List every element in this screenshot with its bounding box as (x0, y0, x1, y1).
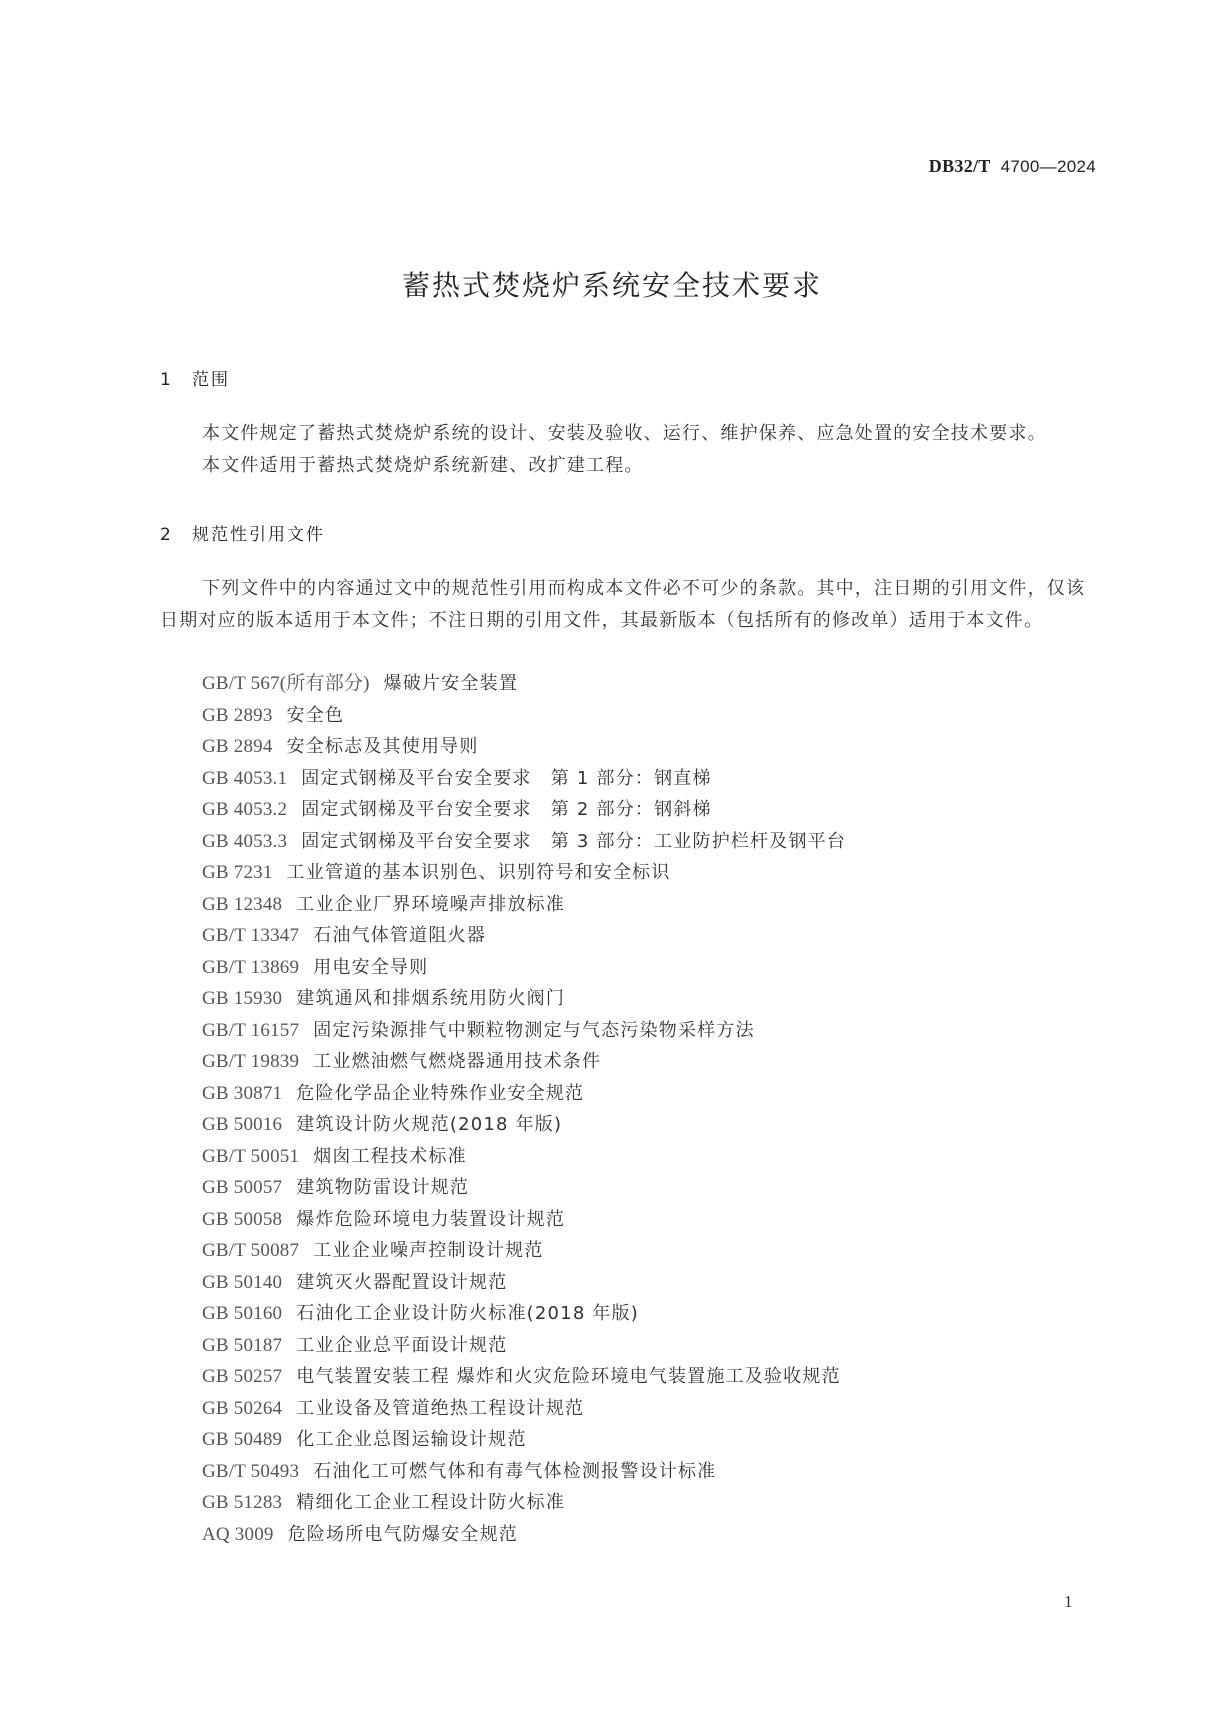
reference-code: GB/T 50493 (202, 1460, 300, 1482)
list-item (202, 889, 846, 921)
reference-code: GB 50489 (202, 1429, 283, 1450)
list-item (202, 952, 846, 984)
reference-code: GB 50058 (202, 1208, 283, 1230)
reference-code: GB 50187 (202, 1334, 283, 1356)
list-item (202, 1078, 846, 1110)
reference-code: GB 12348 (202, 893, 283, 915)
reference-title: 安全标志及其使用导则 (286, 736, 479, 757)
reference-title: 工业燃油燃气燃烧器通用技术条件 (313, 1051, 602, 1072)
reference-code: GB/T 16157 (202, 1019, 300, 1041)
reference-code: GB/T 567(所有部分) (202, 673, 370, 694)
reference-title: 用电安全导则 (313, 956, 429, 978)
section-heading-normative-references (160, 520, 325, 545)
standard-number: 4700—2024 (1000, 157, 1096, 176)
reference-title: 危险化学品企业特殊作业安全规范 (296, 1082, 585, 1104)
list-item (202, 1267, 846, 1299)
reference-title: 石油化工可燃气体和有毒气体检测报警设计标准 (313, 1460, 717, 1482)
list-item (202, 668, 846, 700)
reference-title: 烟囱工程技术标准 (313, 1145, 467, 1167)
list-item (202, 826, 846, 858)
reference-code: GB/T 50051 (202, 1145, 300, 1167)
list-item (202, 700, 846, 732)
list-item (202, 1204, 846, 1236)
paragraph: 本文件规定了蓄热式焚烧炉系统的设计、安装及验收、运行、维护保养、应急处置的安全技术要求。 (202, 423, 1047, 444)
reference-title: 建筑设计防火规范(2018 年版) (296, 1114, 563, 1135)
reference-title: 电气装置安装工程 爆炸和火灾危险环境电气装置施工及验收规范 (296, 1366, 841, 1387)
page-number: 1 (1064, 1592, 1073, 1611)
section-number: 2 (160, 525, 171, 545)
reference-list (202, 668, 846, 1550)
section-title: 范围 (192, 370, 230, 390)
reference-code: AQ 3009 (202, 1523, 274, 1545)
list-item (202, 1361, 846, 1393)
reference-code: GB 2894 (202, 736, 273, 757)
list-item (202, 1456, 846, 1488)
reference-title: 固定式钢梯及平台安全要求 第 2 部分：钢斜梯 (301, 799, 712, 820)
list-item (202, 857, 846, 889)
paragraph: 本文件适用于蓄热式焚烧炉系统新建、改扩建工程。 (202, 455, 644, 476)
reference-title: 精细化工企业工程设计防火标准 (296, 1492, 566, 1513)
list-item (202, 1109, 846, 1141)
list-item (202, 920, 846, 952)
standard-type: 32/T (954, 156, 991, 176)
reference-title: 石油化工企业设计防火标准(2018 年版) (296, 1303, 640, 1324)
reference-code: GB 2893 (202, 704, 273, 726)
list-item (202, 1046, 846, 1078)
reference-title: 建筑通风和排烟系统用防火阀门 (296, 988, 566, 1009)
reference-code: GB 50057 (202, 1177, 283, 1198)
reference-title: 石油气体管道阻火器 (313, 925, 486, 946)
reference-title: 工业企业总平面设计规范 (296, 1334, 508, 1356)
reference-code: GB 51283 (202, 1492, 283, 1513)
standard-prefix: DB (928, 156, 955, 176)
reference-code: GB 50264 (202, 1397, 283, 1419)
list-item (202, 794, 846, 826)
list-item (202, 731, 846, 763)
list-item (202, 763, 846, 795)
reference-code: GB 15930 (202, 988, 283, 1009)
paragraph: 下列文件中的内容通过文中的规范性引用而构成本文件必不可少的条款。其中，注日期的引用文件，仅该日期对应的版本适用于本文件；不注日期的引用文件，其最新版本（包括所有的修改单）适用于本文件。 (160, 578, 1086, 631)
reference-code: GB 4053.2 (202, 799, 288, 820)
reference-title: 固定污染源排气中颗粒物测定与气态污染物采样方法 (313, 1019, 755, 1041)
reference-title: 工业企业厂界环境噪声排放标准 (296, 893, 566, 915)
list-item (202, 1172, 846, 1204)
reference-code: GB/T 13347 (202, 925, 300, 946)
list-item (202, 983, 846, 1015)
reference-title: 固定式钢梯及平台安全要求 第 3 部分：工业防护栏杆及钢平台 (301, 830, 847, 852)
section-heading-scope (160, 365, 230, 390)
reference-code: GB 50140 (202, 1271, 283, 1293)
list-item (202, 1015, 846, 1047)
reference-title: 固定式钢梯及平台安全要求 第 1 部分：钢直梯 (301, 767, 712, 789)
reference-code: GB 4053.1 (202, 767, 288, 789)
section-title: 规范性引用文件 (192, 525, 325, 545)
standard-code (929, 156, 1096, 177)
reference-code: GB 30871 (202, 1082, 283, 1104)
reference-title: 危险场所电气防爆安全规范 (287, 1523, 518, 1545)
reference-code: GB 50016 (202, 1114, 283, 1135)
reference-code: GB 50160 (202, 1303, 283, 1324)
section-number: 1 (160, 370, 171, 390)
reference-title: 化工企业总图运输设计规范 (296, 1429, 527, 1450)
reference-title: 工业企业噪声控制设计规范 (313, 1240, 544, 1261)
list-item (202, 1141, 846, 1173)
reference-code: GB/T 19839 (202, 1051, 300, 1072)
reference-title: 建筑物防雷设计规范 (296, 1177, 470, 1198)
reference-title: 爆破片安全装置 (383, 673, 519, 694)
reference-code: GB 7231 (202, 862, 273, 883)
list-item (202, 1424, 846, 1456)
reference-code: GB/T 13869 (202, 956, 300, 978)
list-item (202, 1330, 846, 1362)
reference-title: 工业设备及管道绝热工程设计规范 (296, 1397, 585, 1419)
list-item (202, 1487, 846, 1519)
reference-code: GB/T 50087 (202, 1240, 300, 1261)
document-title: 蓄热式焚烧炉系统安全技术要求 (401, 269, 822, 302)
reference-title: 爆炸危险环境电力装置设计规范 (296, 1208, 566, 1230)
reference-title: 建筑灭火器配置设计规范 (296, 1271, 508, 1293)
list-item (202, 1235, 846, 1267)
reference-code: GB 4053.3 (202, 830, 288, 852)
reference-title: 工业管道的基本识别色、识别符号和安全标识 (286, 862, 671, 883)
reference-code: GB 50257 (202, 1366, 283, 1387)
list-item (202, 1519, 846, 1551)
reference-title: 安全色 (286, 704, 345, 726)
list-item (202, 1298, 846, 1330)
list-item (202, 1393, 846, 1425)
